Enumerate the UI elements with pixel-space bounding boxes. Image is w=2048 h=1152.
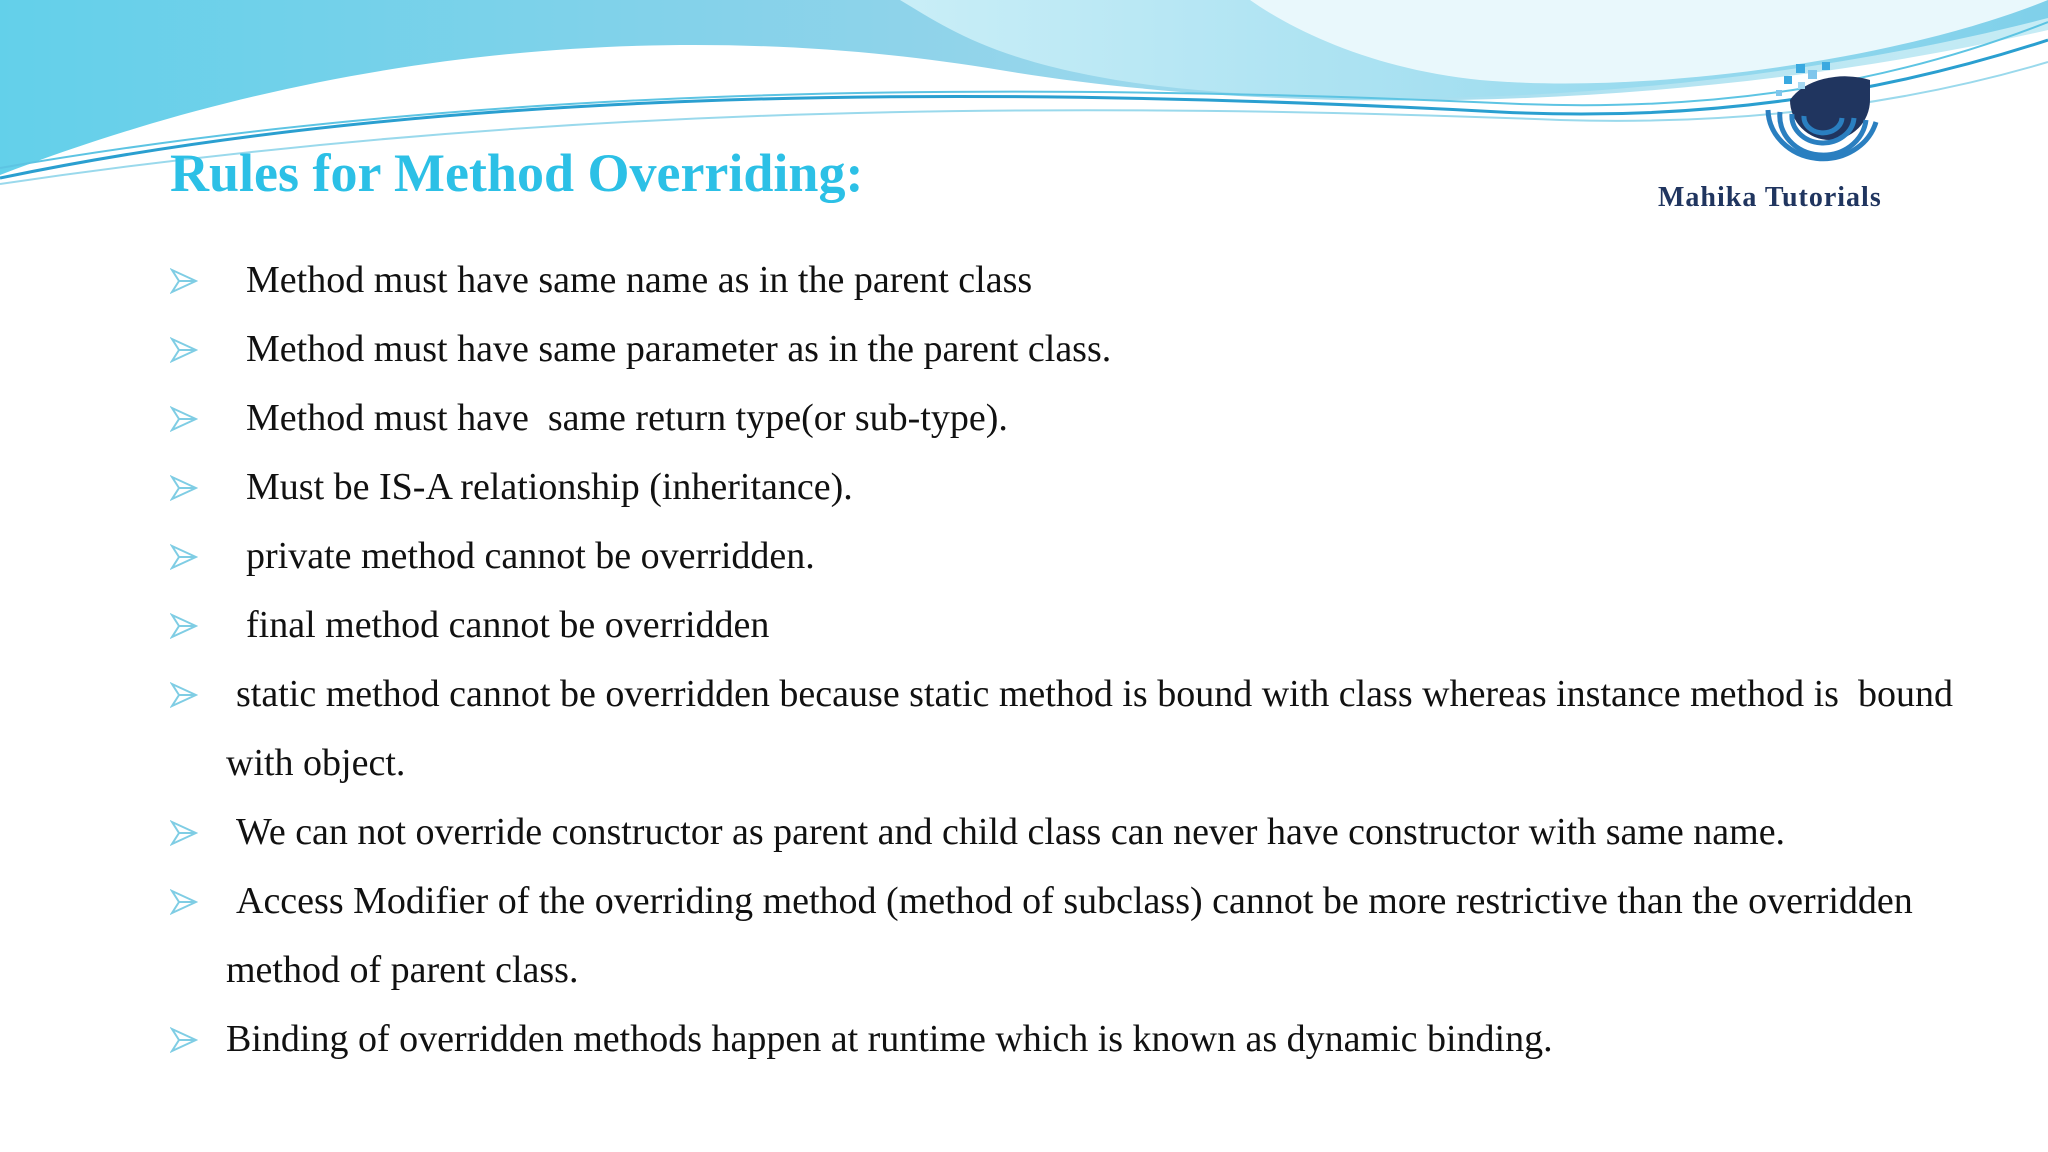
list-item (170, 867, 1990, 1005)
arrow-bullet-icon (170, 406, 198, 432)
list-item (170, 522, 1990, 591)
concentric-arcs-logo-icon (1740, 60, 1880, 170)
list-item-text: Access Modifier of the overriding method (method of subclass) cannot be more restrictive than the overridden method of parent class. (226, 880, 1913, 991)
arrow-bullet-icon (170, 613, 198, 639)
arrow-bullet-icon (170, 889, 198, 915)
list-item (170, 798, 1990, 867)
list-item-text: private method cannot be overridden. (246, 535, 815, 577)
list-item-text: static method cannot be overridden because static method is bound with class whereas instance method is bound with object. (226, 673, 1963, 784)
list-item-text: Method must have same return type(or sub-type). (246, 397, 1008, 439)
arrow-bullet-icon (170, 337, 198, 363)
list-item-text: Method must have same parameter as in the parent class. (246, 328, 1112, 370)
list-item (170, 246, 1990, 315)
arrow-bullet-icon (170, 1027, 198, 1053)
arrow-bullet-icon (170, 682, 198, 708)
arrow-bullet-icon (170, 544, 198, 570)
brand-logo-text: Mahika Tutorials (1658, 182, 1882, 213)
slide-title: Rules for Method Overriding: (170, 143, 864, 203)
arrow-bullet-icon (170, 475, 198, 501)
list-item (170, 1005, 1990, 1074)
list-item (170, 453, 1990, 522)
list-item (170, 591, 1990, 660)
list-item-text: Must be IS-A relationship (inheritance). (246, 466, 853, 508)
arrow-bullet-icon (170, 268, 198, 294)
list-item-text: Binding of overridden methods happen at runtime which is known as dynamic binding. (226, 1018, 1553, 1060)
rules-list (170, 246, 1990, 1074)
list-item-text: We can not override constructor as parent and child class can never have constructor with same name. (236, 811, 1786, 853)
list-item-text: final method cannot be overridden (246, 604, 770, 646)
brand-logo (1640, 60, 1970, 220)
list-item (170, 315, 1990, 384)
list-item (170, 660, 1990, 798)
list-item-text: Method must have same name as in the parent class (246, 259, 1033, 301)
arrow-bullet-icon (170, 820, 198, 846)
list-item (170, 384, 1990, 453)
